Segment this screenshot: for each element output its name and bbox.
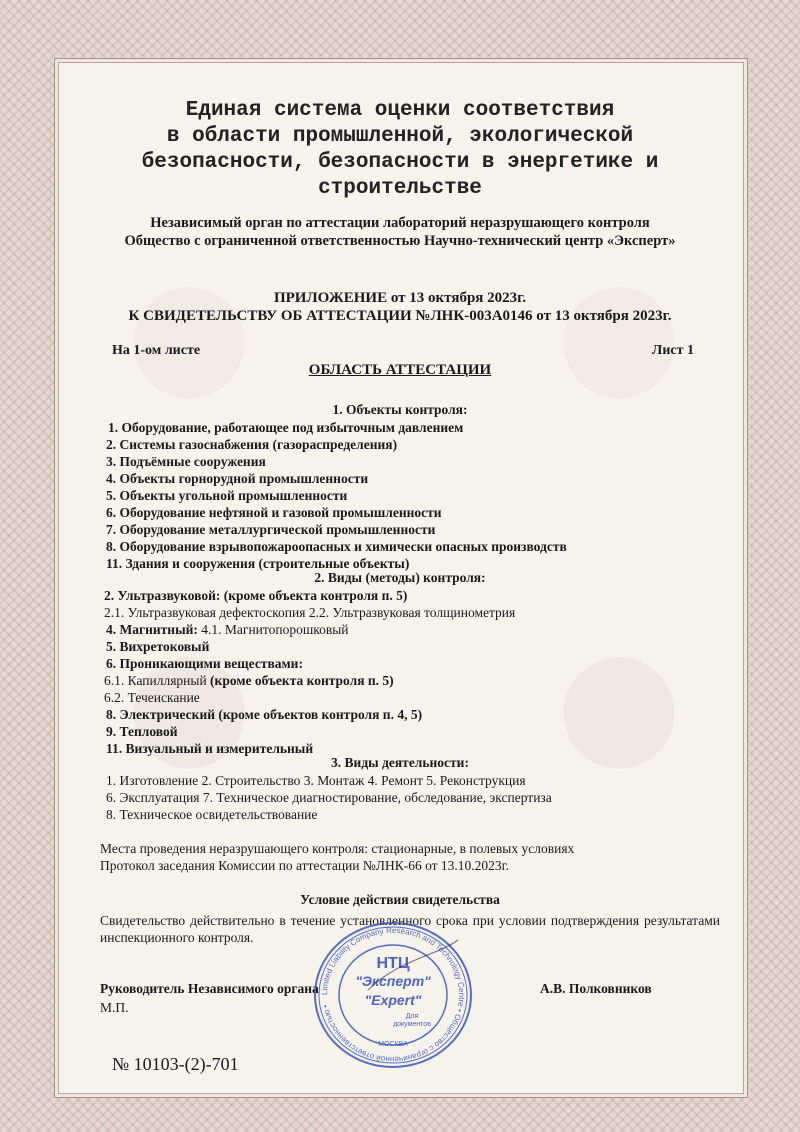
document-number: № 10103-(2)-701 bbox=[112, 1054, 239, 1074]
object-item: 6. Оборудование нефтяной и газовой промышленности bbox=[106, 505, 442, 520]
stamp-city: МОСКВА bbox=[378, 1041, 408, 1048]
system-title bbox=[100, 98, 700, 202]
object-item: 5. Объекты угольной промышленности bbox=[106, 488, 348, 503]
system-title-line-1: Единая система оценки соответствия bbox=[185, 99, 615, 122]
object-item: 11. Здания и сооружения (строительные объекты) bbox=[106, 556, 410, 571]
object-item: 4. Объекты горнорудной промышленности bbox=[106, 471, 369, 486]
testing-places: Места проведения неразрушающего контроля: стационарные, в полевых условиях bbox=[100, 841, 575, 856]
method-ultrasonic-sub: 2.1. Ультразвуковая дефектоскопия 2.2. Ультразвуковая толщинометрия bbox=[104, 605, 516, 620]
stamp-ring-text: Limited Liability Company Research and Technology Centre • Общество с ограниченной ответственностью • bbox=[319, 925, 467, 1065]
commission-protocol: Протокол заседания Комиссии по аттестации №ЛНК-66 от 13.10.2023г. bbox=[100, 858, 510, 873]
stamp-name-ru: "Эксперт" bbox=[355, 973, 431, 989]
object-item: 7. Оборудование металлургической промышленности bbox=[106, 522, 436, 537]
activities-line: 8. Техническое освидетельствование bbox=[106, 807, 318, 822]
validity-heading: Условие действия свидетельства bbox=[300, 892, 500, 907]
method-capillary-label: 6.1. Капиллярный bbox=[104, 673, 207, 688]
object-item: 2. Системы газоснабжения (газораспределения) bbox=[106, 437, 398, 452]
organization-stamp bbox=[308, 920, 478, 1070]
stamp-documents: документов bbox=[393, 1021, 431, 1028]
methods-heading: 2. Виды (методы) контроля: bbox=[314, 570, 486, 585]
validity-text: Свидетельство действительно в течение установленного срока при условии подтверждения результатами инспекционного контроля. bbox=[100, 913, 720, 945]
body-name: Независимый орган по аттестации лабораторий неразрушающего контроля bbox=[150, 215, 650, 231]
object-item: 8. Оборудование взрывопожароопасных и химически опасных производств bbox=[106, 539, 567, 554]
certificate-line: К СВИДЕТЕЛЬСТВУ ОБ АТТЕСТАЦИИ №ЛНК-003А0146 от 13 октября 2023г. bbox=[128, 308, 672, 324]
activities-line: 6. Эксплуатация 7. Техническое диагностирование, обследование, экспертиза bbox=[106, 790, 552, 805]
system-title-line-2: в области промышленной, экологической bbox=[166, 125, 634, 148]
signatory-position: Руководитель Независимого органа bbox=[100, 981, 319, 996]
appendix-line: ПРИЛОЖЕНИЕ от 13 октября 2023г. bbox=[273, 290, 527, 306]
activities-heading: 3. Виды деятельности: bbox=[331, 755, 469, 770]
system-title-line-4: строительстве bbox=[318, 177, 482, 200]
method-visual: 11. Визуальный и измерительный bbox=[106, 741, 314, 756]
stamp-abbr: НТЦ bbox=[376, 955, 410, 972]
organization-name: Общество с ограниченной ответственностью Научно-технический центр «Эксперт» bbox=[124, 233, 676, 249]
method-ultrasonic: 2. Ультразвуковой: (кроме объекта контроля п. 5) bbox=[104, 588, 408, 603]
object-item: 1. Оборудование, работающее под избыточным давлением bbox=[108, 420, 464, 435]
method-capillary-note: (кроме объекта контроля п. 5) bbox=[206, 673, 394, 688]
stamp-name-en: "Expert" bbox=[364, 992, 422, 1008]
sheet-number: Лист 1 bbox=[651, 343, 694, 358]
method-magnetic-sub: 4.1. Магнитопорошковый bbox=[197, 622, 349, 637]
method-electrical: 8. Электрический (кроме объектов контроля п. 4, 5) bbox=[106, 707, 423, 722]
method-leak-testing: 6.2. Течеискание bbox=[104, 690, 200, 705]
method-thermal: 9. Тепловой bbox=[106, 724, 178, 739]
sheets-total: На 1-ом листе bbox=[112, 343, 201, 358]
system-title-line-3: безопасности, безопасности в энергетике и bbox=[141, 151, 659, 174]
objects-heading: 1. Объекты контроля: bbox=[332, 402, 468, 417]
method-capillary bbox=[104, 672, 394, 689]
method-penetrant: 6. Проникающими веществами: bbox=[106, 656, 303, 671]
activities-line: 1. Изготовление 2. Строительство 3. Монтаж 4. Ремонт 5. Реконструкция bbox=[106, 773, 526, 788]
seal-mark: М.П. bbox=[100, 1000, 129, 1015]
method-magnetic-title: 4. Магнитный: bbox=[106, 622, 198, 637]
stamp-for: Для bbox=[405, 1013, 419, 1020]
method-eddy-current: 5. Вихретоковый bbox=[106, 639, 210, 654]
object-item: 3. Подъёмные сооружения bbox=[106, 454, 266, 469]
scope-title: ОБЛАСТЬ АТТЕСТАЦИИ bbox=[308, 362, 492, 378]
method-magnetic bbox=[106, 621, 349, 638]
signatory-name: А.В. Полковников bbox=[540, 981, 652, 996]
